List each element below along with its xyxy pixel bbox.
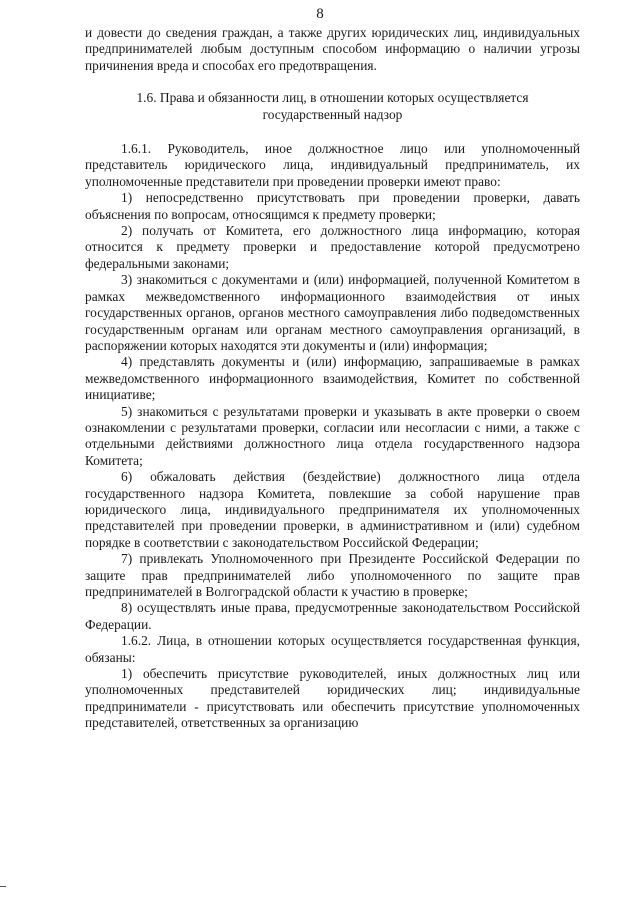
section-heading-line-2: государственный надзор [262,106,403,122]
page-number: 8 [316,6,324,22]
document-body [85,25,580,732]
clause-1-6-1-item-4: 4) представлять документы и (или) информацию, запрашиваемые в рамках межведомственного информационного взаимодействия, Комитет по собственной инициативе; [85,354,580,403]
intro-paragraph: и довести до сведения граждан, а также других юридических лиц, индивидуальных предпринимателей любым доступным способом информацию о наличии угрозы причинения вреда и способах его предотвращения. [85,25,580,73]
clause-1-6-1-item-8: 8) осуществлять иные права, предусмотренные законодательством Российской Федерации. [85,600,580,632]
clause-1-6-1-item-1: 1) непосредственно присутствовать при проведении проверки, давать объяснения по вопросам, относящимся к предмету проверки; [85,190,580,222]
section-heading [85,90,580,123]
clause-1-6-1-item-2: 2) получать от Комитета, его должностного лица информацию, которая относится к предмету проверки и предоставление которой предусмотрено федеральными законами; [85,223,580,271]
clause-1-6-1-item-7: 7) привлекать Уполномоченного при Президенте Российской Федерации по защите прав предпринимателей либо уполномоченного по защите прав предпринимателей в Волгоградской области к участию в проверке; [85,551,580,599]
clause-1-6-2-text: 1.6.2. Лица, в отношении которых осуществляется государственная функция, обязаны: [85,633,580,665]
clause-1-6-1-text: 1.6.1. Руководитель, иное должностное лицо или уполномоченный представитель юридического лица, индивидуальный предприниматель, их уполномоченные представители при проведении проверки имеют право: [85,141,580,189]
clause-1-6-2-item-1: 1) обеспечить присутствие руководителей, иных должностных лиц или уполномоченных представителей юридических лиц; индивидуальные предприниматели - присутствовать или обеспечить присутствие уполномоченных представителей, ответственных за организацию [85,666,580,731]
scan-edge-mark [0,886,6,887]
clause-1-6-1-item-3: 3) знакомиться с документами и (или) информацией, полученной Комитетом в рамках межведомственного информационного взаимодействия от иных государственных органов, органов местного самоуправления либо подведомственных государственным органам или органам местного самоуправления организаций, в распоряжении которых находятся эти документы и (или) информация; [85,272,580,353]
clause-1-6-1-item-5: 5) знакомиться с результатами проверки и указывать в акте проверки о своем ознакомлении с результатами проверки, согласии или несогласии с ними, а также с отдельными действиями должностного лица отдела государственного надзора Комитета; [85,403,580,468]
section-heading-line-1: 1.6. Права и обязанности лиц, в отношении которых осуществляется [136,90,529,106]
clause-1-6-1-item-6: 6) обжаловать действия (бездействие) должностного лица отдела государственного надзора Комитета, повлекшие за собой нарушение прав юридического лица, индивидуального предпринимателя их уполномоченных представителей при проведении проверки, в административном и (или) судебном порядке в соответствии с законодательством Российской Федерации; [85,469,580,550]
